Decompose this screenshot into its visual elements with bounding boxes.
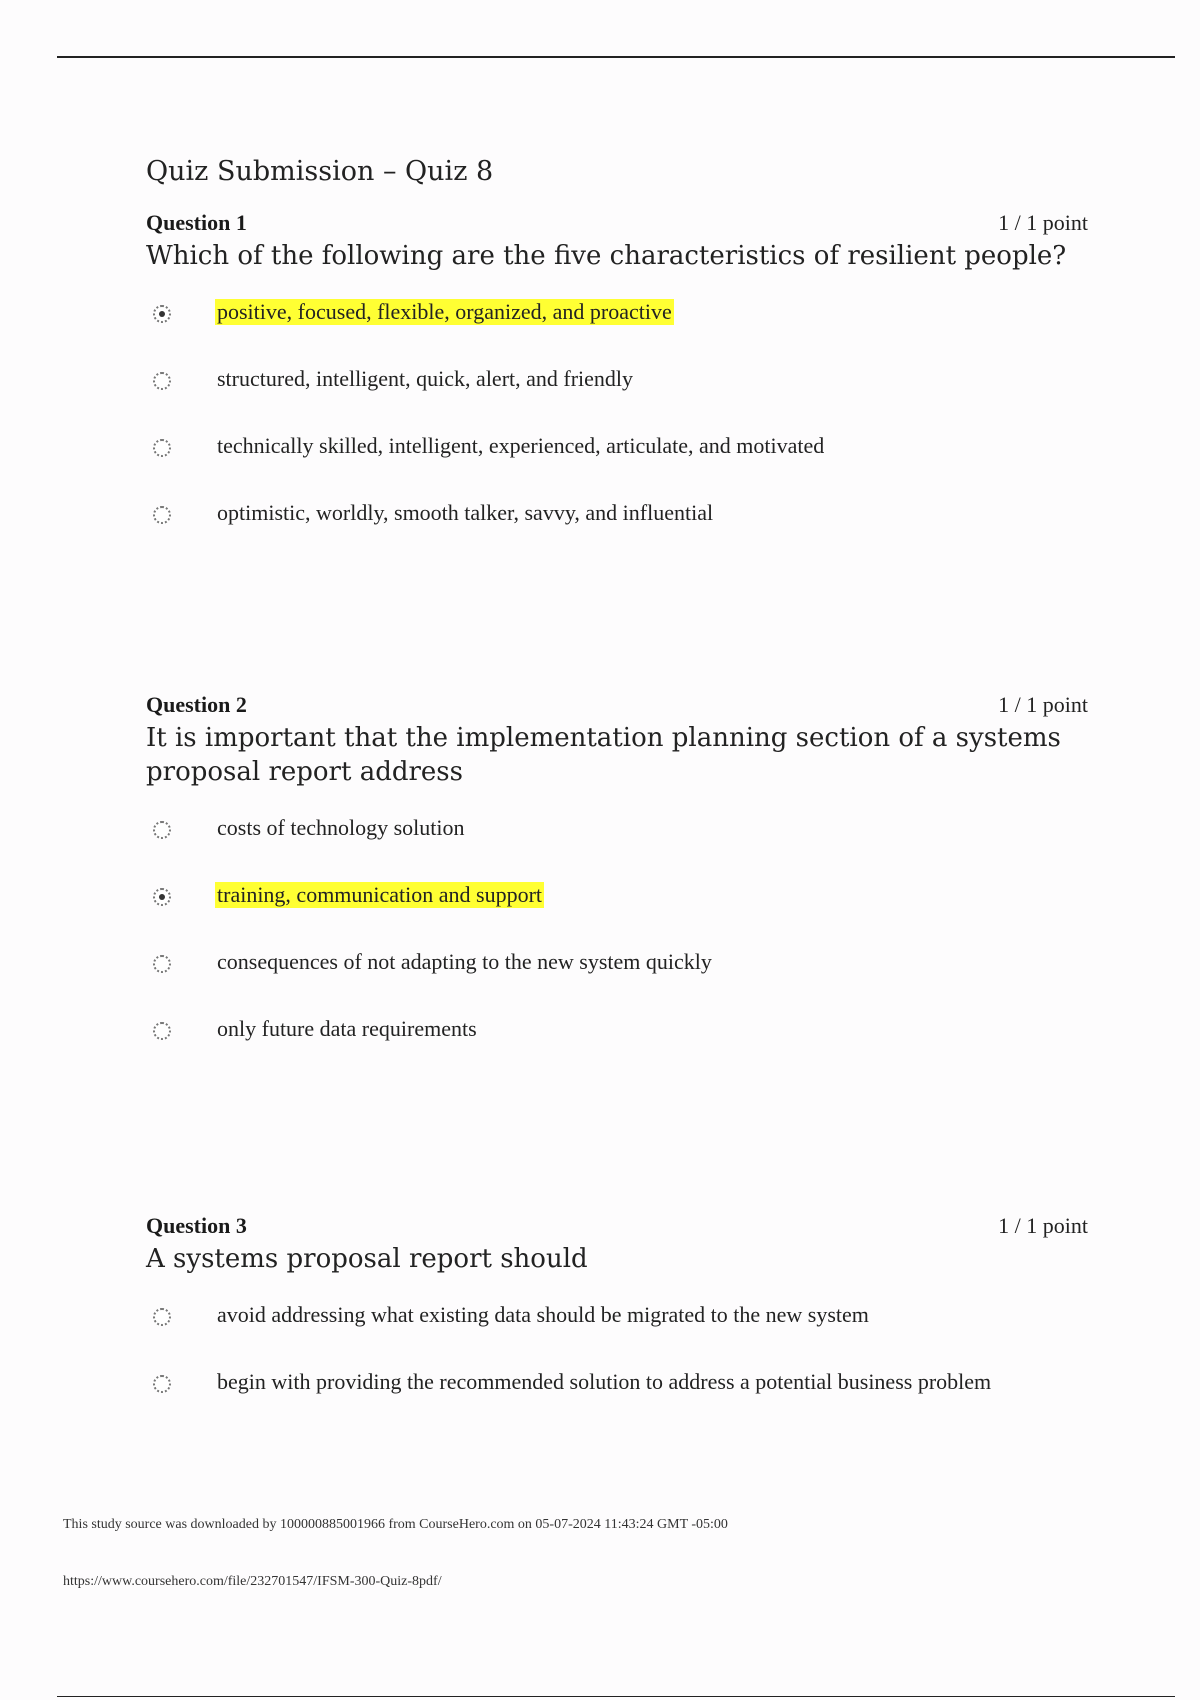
radio-button[interactable]: [153, 372, 171, 390]
question-text: A systems proposal report should: [146, 1244, 588, 1274]
answer-option-text: costs of technology solution: [217, 815, 465, 840]
answer-option-text: consequences of not adapting to the new system quickly: [217, 949, 712, 974]
answer-option[interactable]: [146, 803, 1088, 870]
question-points: 1 / 1 point: [998, 1213, 1088, 1238]
top-rule: [57, 56, 1175, 58]
question-text: It is important that the implementation planning section of a systems proposal report address: [146, 723, 1061, 787]
question-1: [146, 210, 1088, 555]
page-title: Quiz Submission – Quiz 8: [146, 156, 494, 187]
radio-button[interactable]: [153, 439, 171, 457]
answer-option-text: begin with providing the recommended solution to address a potential business problem: [217, 1369, 992, 1394]
answer-option-text: technically skilled, intelligent, experienced, articulate, and motivated: [217, 433, 825, 458]
answer-options: [146, 287, 1088, 555]
source-url[interactable]: https://www.coursehero.com/file/232701547/IFSM-300-Quiz-8pdf/: [63, 1574, 442, 1589]
question-label: Question 2: [146, 692, 247, 717]
question-label: Question 3: [146, 1213, 247, 1238]
answer-options: [146, 1290, 1088, 1424]
answer-option-text: positive, focused, flexible, organized, and proactive: [217, 299, 672, 324]
answer-option[interactable]: [146, 1290, 1088, 1357]
radio-button[interactable]: [153, 1308, 171, 1326]
radio-button[interactable]: [153, 955, 171, 973]
bottom-rule: [57, 1696, 1175, 1697]
question-label: Question 1: [146, 210, 247, 235]
question-points: 1 / 1 point: [998, 210, 1088, 235]
question-2: [146, 692, 1088, 1071]
question-text: Which of the following are the five characteristics of resilient people?: [146, 241, 1067, 271]
radio-button[interactable]: [153, 821, 171, 839]
radio-button[interactable]: [153, 506, 171, 524]
answer-option[interactable]: [146, 1004, 1088, 1071]
answer-option[interactable]: [146, 937, 1088, 1004]
answer-option[interactable]: [146, 354, 1088, 421]
radio-button[interactable]: [153, 1375, 171, 1393]
answer-option-text: optimistic, worldly, smooth talker, savvy, and influential: [217, 500, 714, 525]
answer-option-text: avoid addressing what existing data should be migrated to the new system: [217, 1302, 869, 1327]
answer-option-text: training, communication and support: [217, 882, 543, 907]
question-3: [146, 1213, 1088, 1424]
answer-option[interactable]: [146, 1357, 1088, 1424]
answer-option[interactable]: [146, 488, 1088, 555]
radio-button[interactable]: [153, 1022, 171, 1040]
answer-option[interactable]: [146, 870, 1088, 937]
download-note: This study source was downloaded by 100000885001966 from CourseHero.com on 05-07-2024 11:43:24 GMT -05:00: [63, 1517, 728, 1532]
answer-option[interactable]: [146, 421, 1088, 488]
radio-button[interactable]: [153, 305, 171, 323]
answer-option-text: only future data requirements: [217, 1016, 477, 1041]
answer-options: [146, 803, 1088, 1071]
question-points: 1 / 1 point: [998, 692, 1088, 717]
answer-option-text: structured, intelligent, quick, alert, and friendly: [217, 366, 634, 391]
answer-option[interactable]: [146, 287, 1088, 354]
radio-button[interactable]: [153, 888, 171, 906]
